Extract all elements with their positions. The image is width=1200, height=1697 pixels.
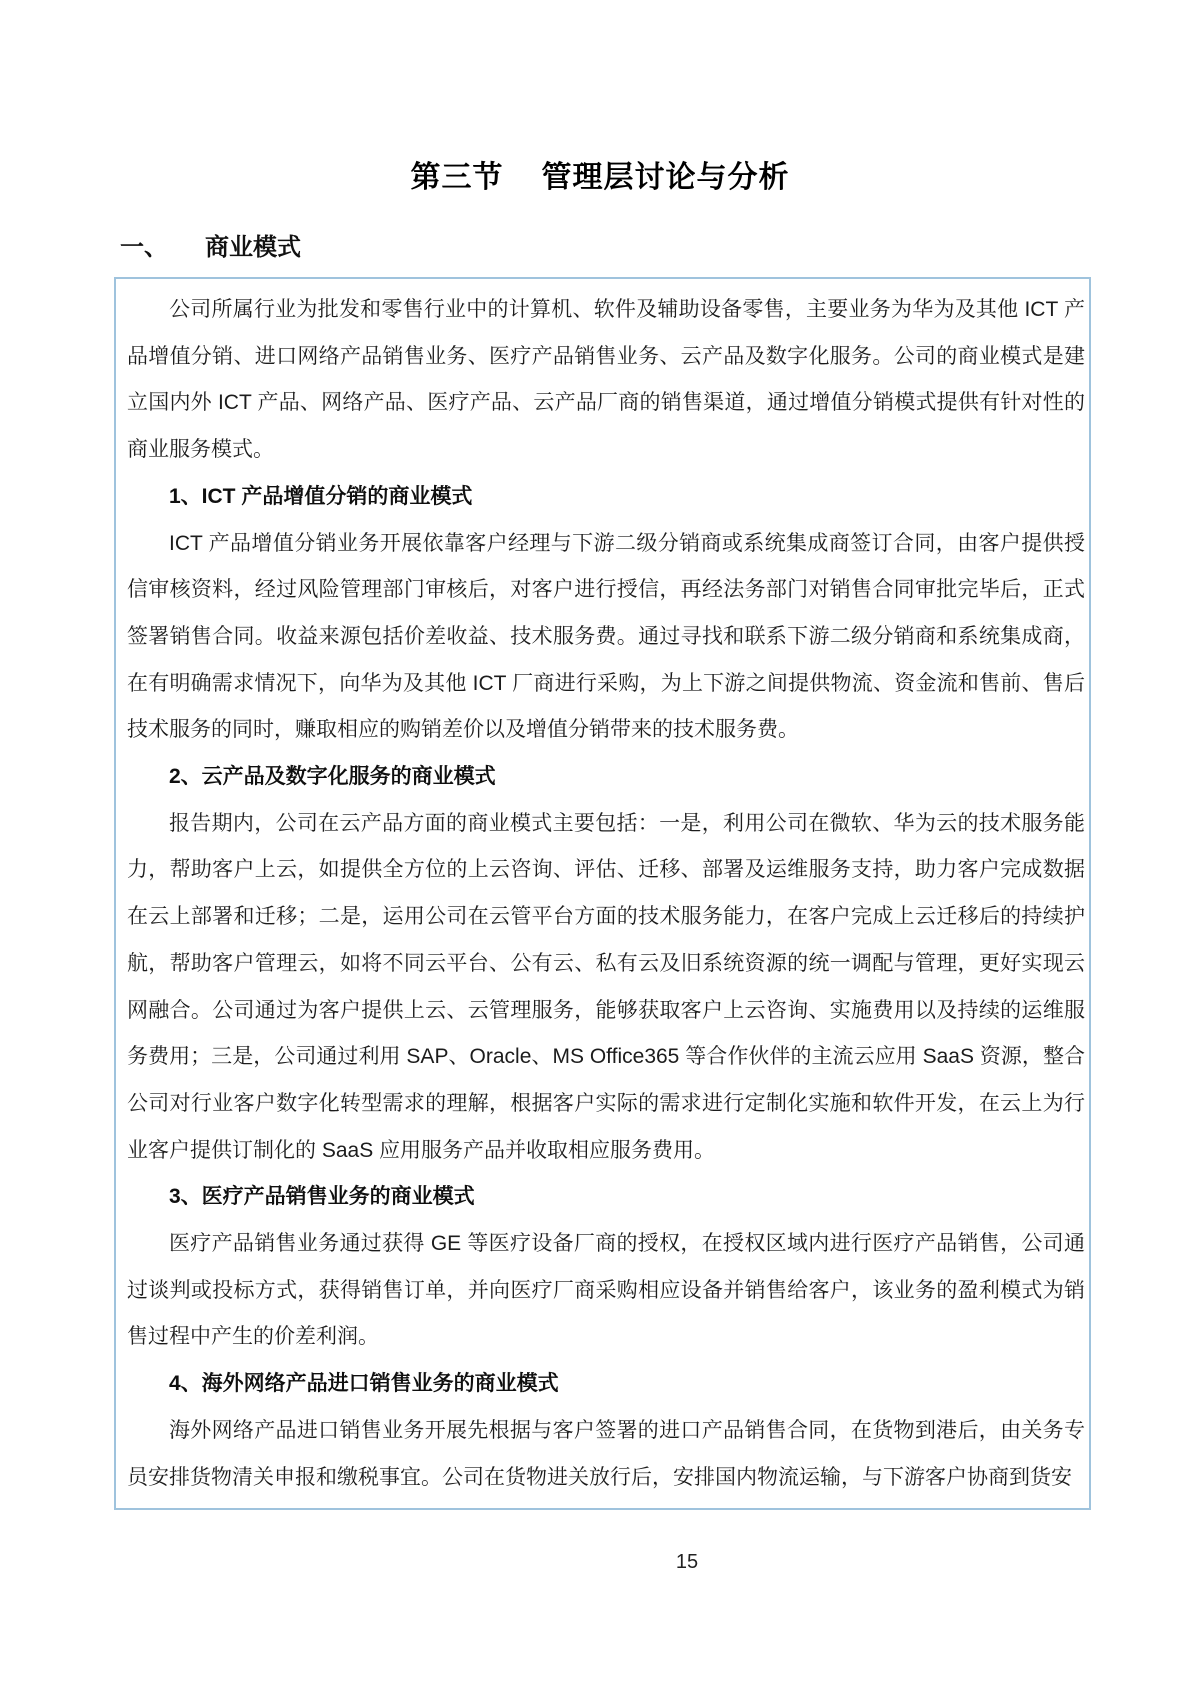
section-heading xyxy=(120,233,301,263)
paragraph: 公司所属行业为批发和零售行业中的计算机、软件及辅助设备零售，主要业务为华为及其他 ICT 产品增值分销、进口网络产品销售业务、医疗产品销售业务、云产品及数字化服务。公司的商业模式是建立国内外 ICT 产品、网络产品、医疗产品、云产品厂商的销售渠道，通过增值分销模式提供有针对性的商业服务模式。 xyxy=(127,298,1085,462)
heading-label: 商业模式 xyxy=(205,234,301,261)
sub-heading: 2、云产品及数字化服务的商业模式 xyxy=(169,765,496,789)
sub-heading: 4、海外网络产品进口销售业务的商业模式 xyxy=(169,1372,559,1396)
section-number: 第三节 xyxy=(410,161,504,194)
content-box xyxy=(114,277,1091,1510)
paragraph: 海外网络产品进口销售业务开展先根据与客户签署的进口产品销售合同，在货物到港后，由关务专员安排货物清关申报和缴税事宜。公司在货物进关放行后，安排国内物流运输，与下游客户协商到货安 xyxy=(127,1418,1085,1489)
sub-heading: 3、医疗产品销售业务的商业模式 xyxy=(169,1185,475,1209)
paragraph: ICT 产品增值分销业务开展依靠客户经理与下游二级分销商或系统集成商签订合同，由客户提供授信审核资料，经过风险管理部门审核后，对客户进行授信，再经法务部门对销售合同审批完毕后，正式签署销售合同。收益来源包括价差收益、技术服务费。通过寻找和联系下游二级分销商和系统集成商，在有明确需求情况下，向华为及其他 ICT 厂商进行采购，为上下游之间提供物流、资金流和售前、售后技术服务的同时，赚取相应的购销差价以及增值分销带来的技术服务费。 xyxy=(127,531,1085,742)
paragraph: 报告期内，公司在云产品方面的商业模式主要包括：一是，利用公司在微软、华为云的技术服务能力，帮助客户上云，如提供全方位的上云咨询、评估、迁移、部署及运维服务支持，助力客户完成数据在云上部署和迁移；二是，运用公司在云管平台方面的技术服务能力，在客户完成上云迁移后的持续护航，帮助客户管理云，如将不同云平台、公有云、私有云及旧系统资源的统一调配与管理，更好实现云网融合。公司通过为客户提供上云、云管理服务，能够获取客户上云咨询、实施费用以及持续的运维服务费用；三是，公司通过利用 SAP、Oracle、MS Office365 等合作伙伴的主流云应用 SaaS 资源，整合公司对行业客户数字化转型需求的理解，根据客户实际的需求进行定制化实施和软件开发，在云上为行业客户提供订制化的 SaaS 应用服务产品并收取相应服务费用。 xyxy=(127,811,1085,1162)
heading-number: 一、 xyxy=(120,234,168,261)
page-number: 15 xyxy=(675,1551,699,1573)
sub-heading: 1、ICT 产品增值分销的商业模式 xyxy=(169,484,473,508)
page-title xyxy=(0,160,1200,196)
paragraph: 医疗产品销售业务通过获得 GE 等医疗设备厂商的授权，在授权区域内进行医疗产品销售，公司通过谈判或投标方式，获得销售订单，并向医疗厂商采购相应设备并销售给客户，该业务的盈利模式为销售过程中产生的价差利润。 xyxy=(127,1232,1085,1349)
title-text: 管理层讨论与分析 xyxy=(541,161,790,194)
box-content xyxy=(127,287,1085,1501)
